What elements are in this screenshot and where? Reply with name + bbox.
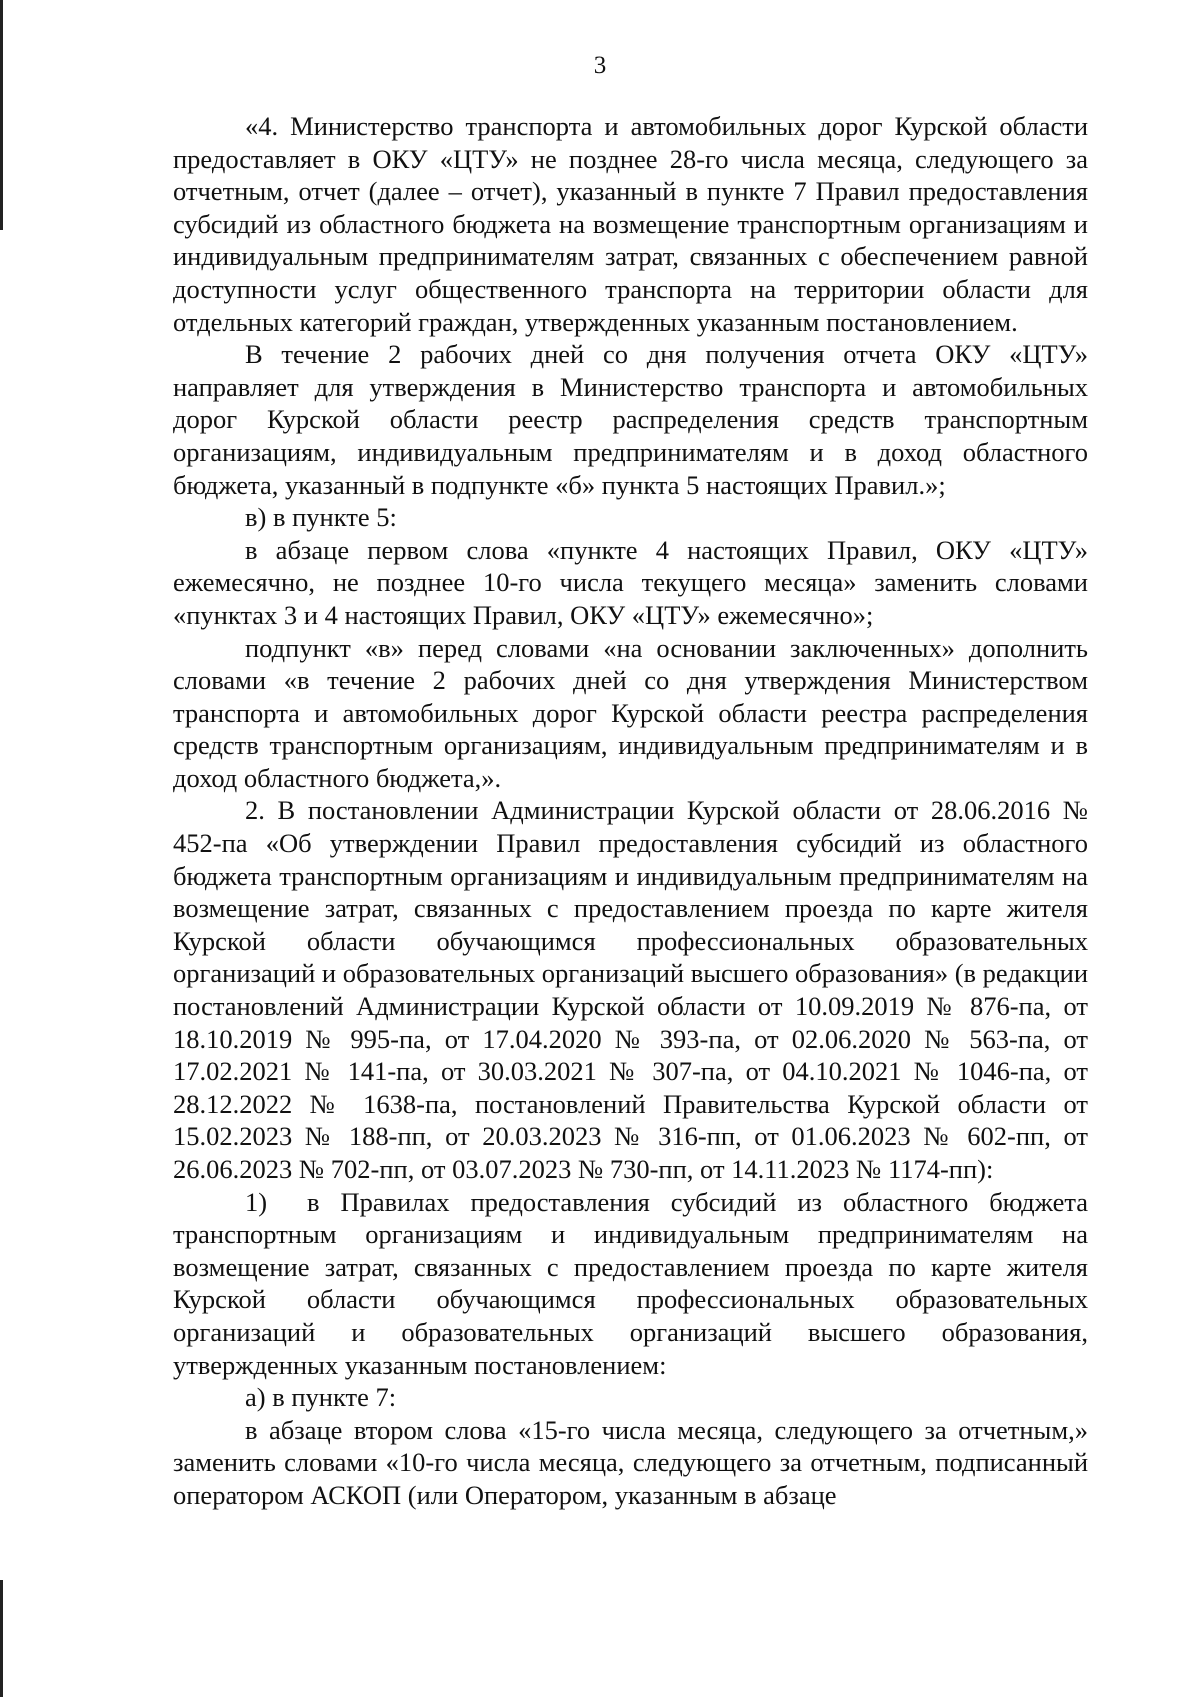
document-body bbox=[173, 110, 1088, 1512]
page-number: 3 bbox=[593, 52, 607, 79]
paragraph-second-abzac: в абзаце втором слова «15-го числа месяца, следующего за отчетным,» заменить словами «10-го числа месяца, следующего за отчетным, подписанный оператором АСКОП (или Оператором, указанным в абзаце bbox=[173, 1414, 1088, 1510]
numbered-item-number: 1) bbox=[245, 1186, 268, 1217]
paragraph-within-2-days: В течение 2 рабочих дней со дня получения отчета ОКУ «ЦТУ» направляет для утверждения в Министерство транспорта и автомобильных дорог Курской области реестр распределения средств транспортным организациям, индивидуальным предпринимателям и в доход областного бюджета, указанный в подпункте «б» пункта 5 настоящих Правил.»; bbox=[173, 339, 1088, 500]
paragraph-item-2: 2. В постановлении Администрации Курской области от 28.06.2016 № 452-па «Об утверждении Правил предоставления субсидий из областного бюджета транспортным организациям и индивидуальным предпринимателям на возмещение затрат, связанных с предоставлением проезда по карте жителя Курской области обучающимся профессиональных образовательных организаций и образовательных организаций высшего образования» (в редакции постановлений Администрации Курской области от 10.09.2019 № 876-па, от 18.10.2019 № 995-па, от 17.04.2020 № 393-па, от 02.06.2020 № 563-па, от 17.02.2021 № 141-па, от 30.03.2021 № 307-па, от 04.10.2021 № 1046-па, от 28.12.2022 № 1638-па, постановлений Правительства Курской области от 15.02.2023 № 188-пп, от 20.03.2023 № 316-пп, от 01.06.2023 № 602-пп, от 26.06.2023 № 702-пп, от 03.07.2023 № 730-пп, от 14.11.2023 № 1174-пп): bbox=[173, 795, 1088, 1184]
numbered-item-text: в Правилах предоставления субсидий из областного бюджета транспортным организациям и индивидуальным предпринимателям на возмещение затрат, связанных с предоставлением проезда по карте жителя Курской области обучающимся профессиональных образовательных организаций и образовательных организаций высшего образования, утвержденных указанным постановлением: bbox=[173, 1186, 1088, 1380]
paragraph-item-4: «4. Министерство транспорта и автомобильных дорог Курской области предоставляет в ОКУ «ЦТУ» не позднее 28-го числа месяца, следующего за отчетным, отчет (далее – отчет), указанный в пункте 7 Правил предоставления субсидий из областного бюджета на возмещение транспортным организациям и индивидуальным предпринимателям затрат, связанных с обеспечением равной доступности услуг общественного транспорта на территории области для отдельных категорий граждан, утвержденных указанным постановлением. bbox=[173, 111, 1088, 337]
scan-edge-top bbox=[0, 0, 3, 230]
numbered-item-1 bbox=[173, 1186, 1088, 1382]
scan-edge-bottom bbox=[0, 1580, 3, 1697]
paragraph-first-abzac: в абзаце первом слова «пункте 4 настоящих Правил, ОКУ «ЦТУ» ежемесячно, не позднее 10-го числа текущего месяца» заменить словами «пунктах 3 и 4 настоящих Правил, ОКУ «ЦТУ» ежемесячно»; bbox=[173, 534, 1088, 630]
paragraph-subitem-v-addition: подпункт «в» перед словами «на основании заключенных» дополнить словами «в течение 2 рабочих дней со дня утверждения Министерством транспорта и автомобильных дорог Курской области реестра распределения средств транспортным организациям, индивидуальным предпринимателям и в доход областного бюджета,». bbox=[173, 632, 1088, 793]
paragraph-subitem-a: а) в пункте 7: bbox=[245, 1382, 397, 1413]
paragraph-subitem-v: в) в пункте 5: bbox=[245, 502, 397, 533]
